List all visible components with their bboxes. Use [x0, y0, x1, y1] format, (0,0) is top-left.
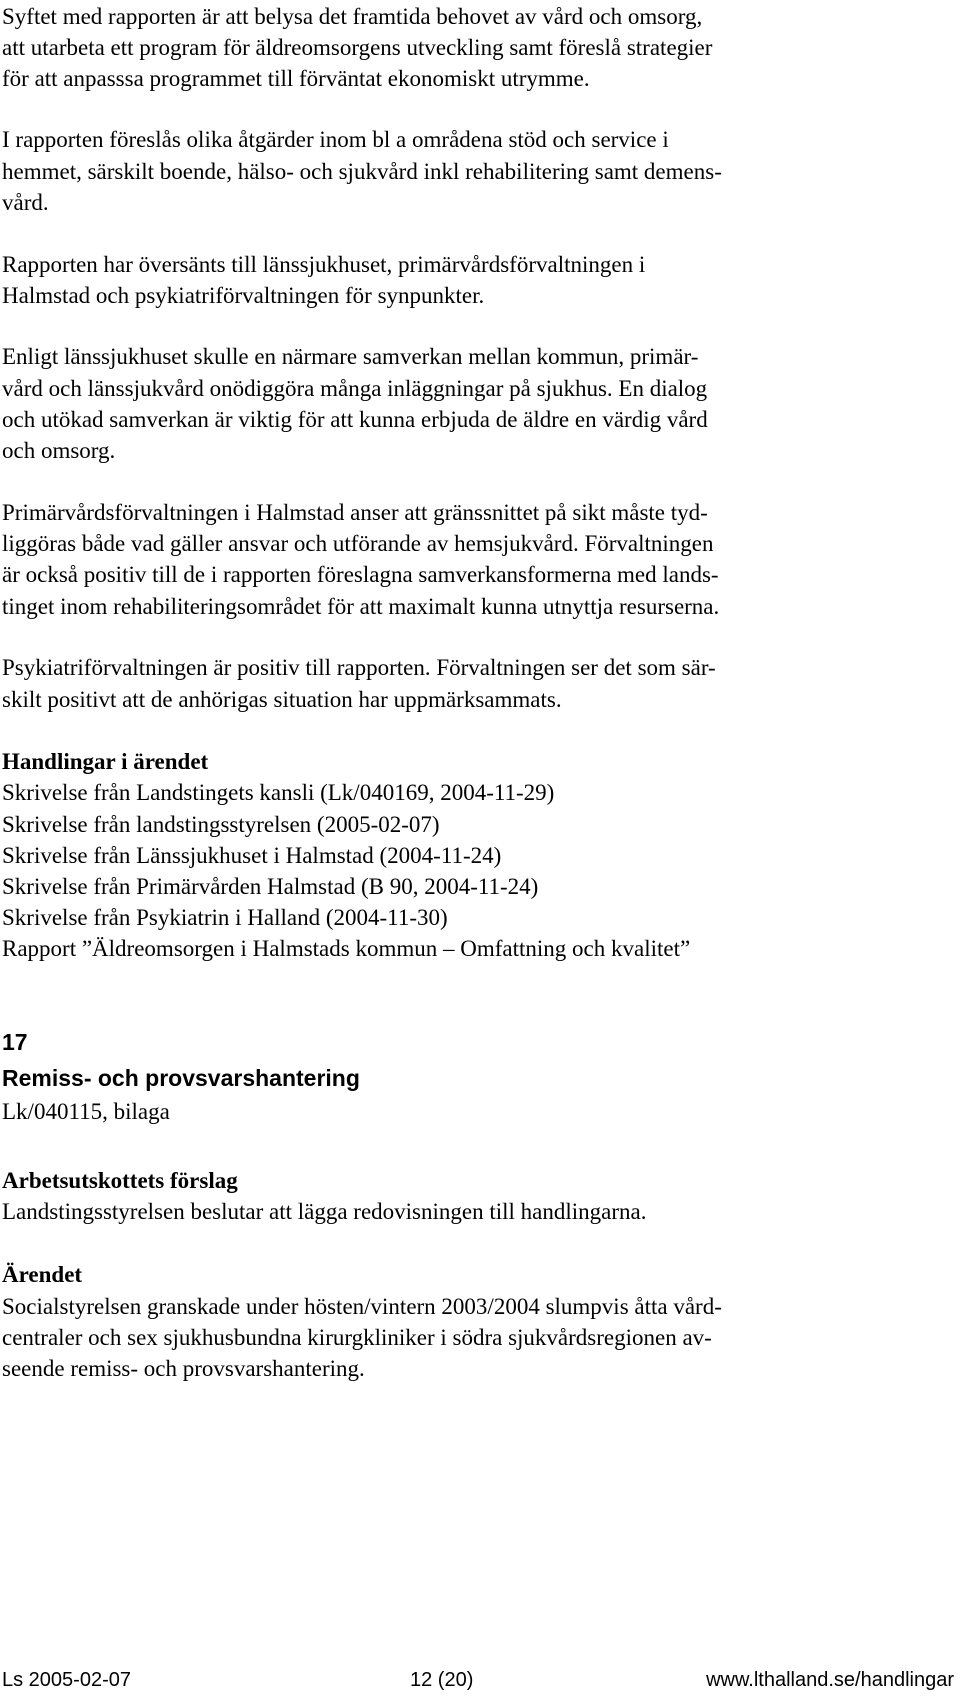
- body-line: och utökad samverkan är viktig för att kunna erbjuda de äldre en värdig vård: [2, 407, 708, 432]
- footer-page-number: 12 (20): [410, 1669, 474, 1691]
- body-line: Syftet med rapporten är att belysa det framtida behovet av vård och omsorg,: [2, 4, 703, 29]
- handling-item: Skrivelse från Landstingets kansli (Lk/040169, 2004-11-29): [2, 780, 555, 805]
- forslag-heading: Arbetsutskottets förslag: [2, 1168, 238, 1193]
- handling-item: Skrivelse från Länssjukhuset i Halmstad (2004-11-24): [2, 843, 502, 868]
- footer-url: www.lthalland.se/handlingar: [706, 1669, 954, 1691]
- body-line: Rapporten har översänts till länssjukhuset, primärvårdsförvaltningen i: [2, 252, 646, 277]
- arendet-line: centraler och sex sjukhusbundna kirurgkliniker i södra sjukvårdsregionen av-: [2, 1325, 712, 1350]
- section-number: 17: [2, 1029, 28, 1055]
- body-line: är också positiv till de i rapporten föreslagna samverkansformerna med lands-: [2, 562, 719, 587]
- body-line: Enligt länssjukhuset skulle en närmare samverkan mellan kommun, primär-: [2, 344, 699, 369]
- body-line: för att anpasssa programmet till förväntat ekonomiskt utrymme.: [2, 66, 590, 91]
- body-line: I rapporten föreslås olika åtgärder inom bl a områdena stöd och service i: [2, 127, 669, 152]
- body-line: vård och länssjukvård onödiggöra många inläggningar på sjukhus. En dialog: [2, 376, 708, 401]
- body-line: liggöras både vad gäller ansvar och utförande av hemsjukvård. Förvaltningen: [2, 531, 714, 556]
- arendet-line: seende remiss- och provsvarshantering.: [2, 1356, 365, 1381]
- arendet-line: Socialstyrelsen granskade under hösten/vintern 2003/2004 slumpvis åtta vård-: [2, 1294, 722, 1319]
- body-line: hemmet, särskilt boende, hälso- och sjukvård inkl rehabilitering samt demens-: [2, 159, 722, 184]
- handling-item: Skrivelse från Psykiatrin i Halland (2004-11-30): [2, 905, 448, 930]
- section-title: Remiss- och provsvarshantering: [2, 1065, 360, 1091]
- section-reference: Lk/040115, bilaga: [2, 1099, 170, 1124]
- arendet-heading: Ärendet: [2, 1262, 83, 1287]
- handlingar-heading: Handlingar i ärendet: [2, 749, 209, 774]
- body-line: Primärvårdsförvaltningen i Halmstad anser att gränssnittet på sikt måste tyd-: [2, 500, 708, 525]
- footer-date: Ls 2005-02-07: [2, 1669, 131, 1691]
- body-line: tinget inom rehabiliteringsområdet för att maximalt kunna utnyttja resurserna.: [2, 594, 720, 619]
- handling-item: Skrivelse från landstingsstyrelsen (2005-02-07): [2, 812, 440, 837]
- body-line: att utarbeta ett program för äldreomsorgens utveckling samt föreslå strategier: [2, 35, 713, 60]
- handling-item: Rapport ”Äldreomsorgen i Halmstads kommun – Omfattning och kvalitet”: [2, 936, 691, 961]
- handling-item: Skrivelse från Primärvården Halmstad (B 90, 2004-11-24): [2, 874, 539, 899]
- body-line: skilt positivt att de anhörigas situation har uppmärksammats.: [2, 687, 562, 712]
- body-line: vård.: [2, 190, 49, 215]
- body-line: Psykiatriförvaltningen är positiv till rapporten. Förvaltningen ser det som sär-: [2, 655, 716, 680]
- body-line: Halmstad och psykiatriförvaltningen för synpunkter.: [2, 283, 485, 308]
- forslag-text: Landstingsstyrelsen beslutar att lägga redovisningen till handlingarna.: [2, 1199, 647, 1224]
- body-line: och omsorg.: [2, 438, 116, 463]
